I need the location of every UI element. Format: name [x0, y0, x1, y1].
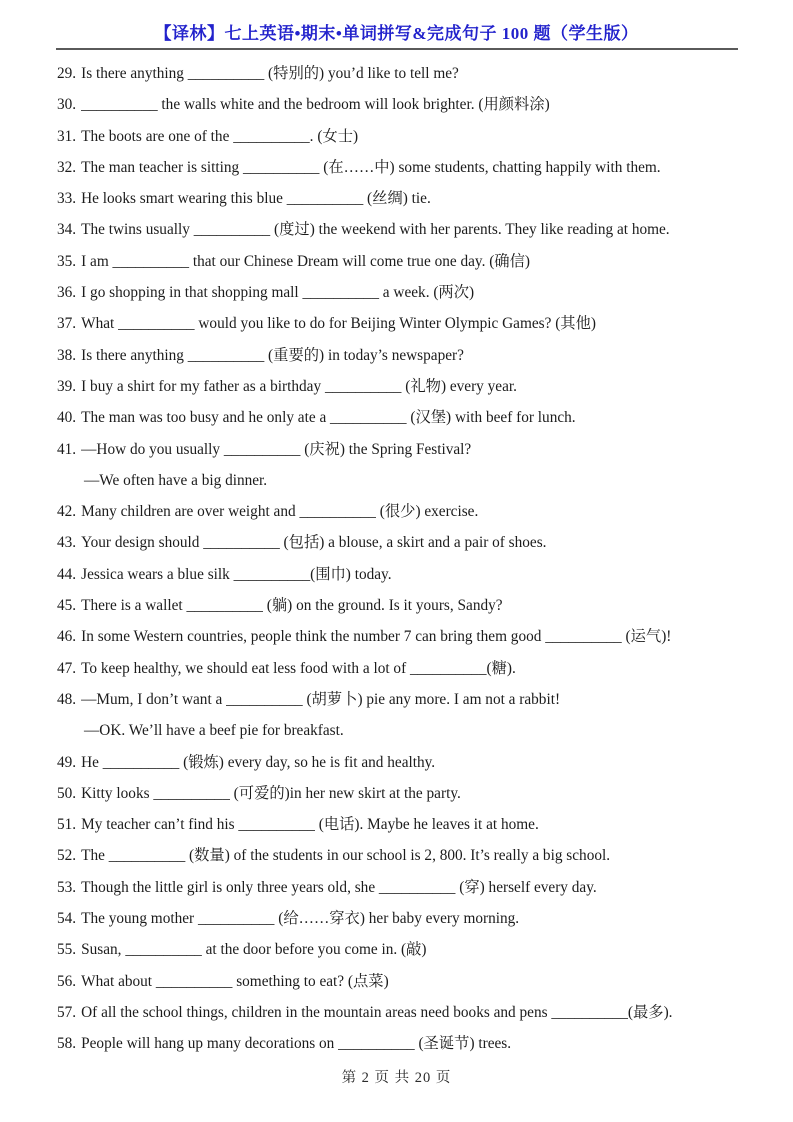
question-number: 45.: [57, 597, 77, 615]
question-number: 37.: [57, 315, 77, 333]
question-text: The young mother __________ (给……穿衣) her baby every morning.: [81, 910, 520, 928]
question-text: The man teacher is sitting __________ (在……中) some students, chatting happily with them.: [81, 158, 661, 176]
question-number: 55.: [57, 941, 77, 959]
question-line: [57, 934, 773, 965]
question-text: Your design should __________ (包括) a blouse, a skirt and a pair of shoes.: [81, 534, 547, 552]
question-text: My teacher can’t find his __________ (电话). Maybe he leaves it at home.: [81, 816, 539, 834]
question-number: 50.: [57, 784, 77, 802]
question-line: [57, 183, 773, 214]
question-text: —OK. We’ll have a beef pie for breakfast.: [84, 722, 344, 740]
question-line: [57, 340, 773, 371]
question-text: People will hang up many decorations on __________ (圣诞节) trees.: [81, 1035, 512, 1053]
question-number: 48.: [57, 690, 77, 708]
question-text: I go shopping in that shopping mall __________ a week. (两次): [81, 284, 475, 302]
question-number: 44.: [57, 565, 77, 583]
question-line: [57, 1028, 773, 1059]
question-number: 46.: [57, 628, 77, 646]
question-text: __________ the walls white and the bedroom will look brighter. (用颜料涂): [81, 96, 550, 114]
page-number-footer: 第 2 页 共 20 页: [341, 1070, 452, 1086]
question-number: 51.: [57, 816, 77, 834]
question-line: [57, 121, 773, 152]
question-number: 40.: [57, 409, 77, 427]
question-line: [57, 840, 773, 871]
question-number: 41.: [57, 440, 77, 458]
question-number: 34.: [57, 221, 77, 239]
question-text: What about __________ something to eat? (点菜): [81, 972, 389, 990]
question-number: 49.: [57, 753, 77, 771]
question-line: [57, 214, 773, 245]
question-text: To keep healthy, we should eat less food with a lot of __________(糖).: [81, 659, 516, 677]
question-line: [57, 653, 773, 684]
question-text: There is a wallet __________ (躺) on the ground. Is it yours, Sandy?: [81, 597, 503, 615]
question-line: [57, 621, 773, 652]
question-number: 43.: [57, 534, 77, 552]
question-list: [57, 58, 773, 1060]
question-number: 39.: [57, 377, 77, 395]
question-line: [57, 747, 773, 778]
question-text: —We often have a big dinner.: [84, 471, 268, 489]
question-line: [57, 402, 773, 433]
question-number: 58.: [57, 1035, 77, 1053]
question-text: Is there anything __________ (特别的) you’d like to tell me?: [81, 65, 459, 82]
question-line: [57, 308, 773, 339]
question-line: [57, 246, 773, 277]
question-number: 38.: [57, 346, 77, 364]
question-text: Kitty looks __________ (可爱的)in her new skirt at the party.: [81, 784, 461, 802]
question-number: 29.: [57, 65, 77, 82]
question-line: [57, 559, 773, 590]
question-text: The __________ (数量) of the students in our school is 2, 800. It’s really a big school.: [81, 847, 611, 865]
question-text: Is there anything __________ (重要的) in today’s newspaper?: [81, 346, 464, 364]
question-line: [57, 371, 773, 402]
question-text: Though the little girl is only three years old, she __________ (穿) herself every day.: [81, 878, 597, 896]
question-text: The man was too busy and he only ate a __________ (汉堡) with beef for lunch.: [81, 409, 576, 427]
question-text: —Mum, I don’t want a __________ (胡萝卜) pie any more. I am not a rabbit!: [81, 690, 561, 708]
question-line: [57, 58, 773, 89]
question-number: 54.: [57, 910, 77, 928]
question-line: [57, 809, 773, 840]
question-line: [57, 277, 773, 308]
document-title: 【译林】七上英语•期末•单词拼写&完成句子 100 题（学生版）: [154, 24, 639, 43]
question-number: 52.: [57, 847, 77, 865]
question-number: 56.: [57, 972, 77, 990]
question-line: [57, 872, 773, 903]
question-text: Many children are over weight and __________ (很少) exercise.: [81, 503, 479, 521]
question-number: 36.: [57, 284, 77, 302]
question-text: Jessica wears a blue silk __________(围巾) today.: [81, 565, 392, 583]
question-number: 31.: [57, 127, 77, 145]
question-text: I buy a shirt for my father as a birthday __________ (礼物) every year.: [81, 377, 517, 395]
question-number: 32.: [57, 158, 77, 176]
question-number: 53.: [57, 878, 77, 896]
question-text: In some Western countries, people think the number 7 can bring them good __________ (运气)!: [81, 628, 672, 646]
question-continuation-line: [57, 715, 773, 746]
question-line: [57, 778, 773, 809]
question-line: [57, 434, 773, 465]
question-text: The twins usually __________ (度过) the weekend with her parents. They like reading at home.: [81, 221, 670, 239]
header-divider-rule: [56, 48, 738, 50]
question-line: [57, 89, 773, 120]
question-number: 30.: [57, 96, 77, 114]
question-line: [57, 496, 773, 527]
question-text: —How do you usually __________ (庆祝) the Spring Festival?: [81, 440, 472, 458]
question-text: Susan, __________ at the door before you come in. (敲): [81, 941, 427, 959]
question-continuation-line: [57, 465, 773, 496]
question-line: [57, 966, 773, 997]
question-number: 57.: [57, 1003, 77, 1021]
question-text: He looks smart wearing this blue __________ (丝绸) tie.: [81, 190, 431, 208]
question-line: [57, 152, 773, 183]
question-line: [57, 903, 773, 934]
question-text: Of all the school things, children in the mountain areas need books and pens __________(最多).: [81, 1003, 673, 1021]
question-number: 47.: [57, 659, 77, 677]
question-number: 33.: [57, 190, 77, 208]
question-text: He __________ (锻炼) every day, so he is fit and healthy.: [81, 753, 436, 771]
question-line: [57, 684, 773, 715]
question-line: [57, 590, 773, 621]
question-number: 35.: [57, 252, 77, 270]
question-text: What __________ would you like to do for Beijing Winter Olympic Games? (其他): [81, 315, 596, 333]
question-text: The boots are one of the __________. (女士): [81, 127, 359, 145]
question-number: 42.: [57, 503, 77, 521]
question-line: [57, 527, 773, 558]
question-text: I am __________ that our Chinese Dream will come true one day. (确信): [81, 252, 531, 270]
question-line: [57, 997, 773, 1028]
